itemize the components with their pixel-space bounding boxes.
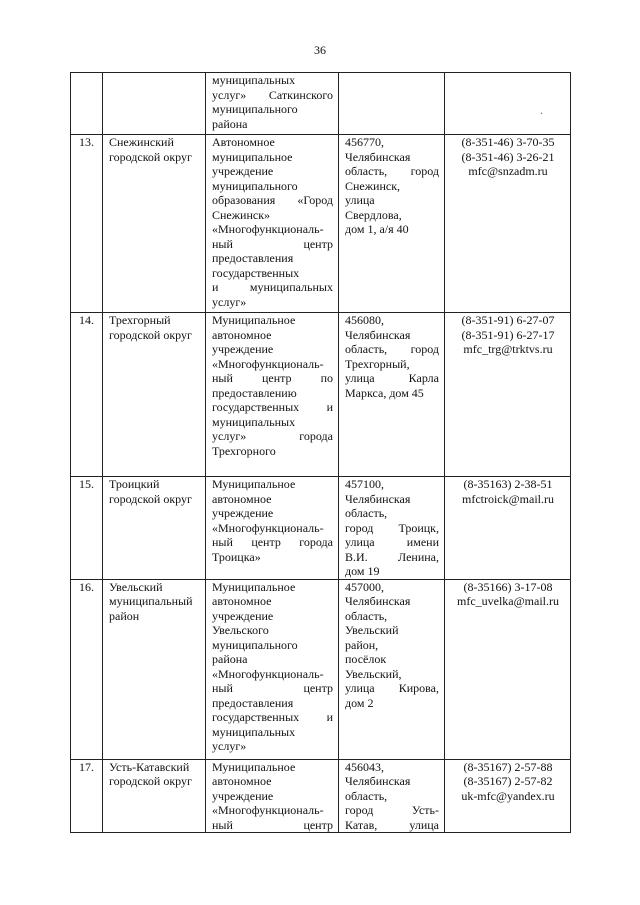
organization-name-line: учреждение <box>212 164 274 178</box>
organization-name-line: услуг» <box>212 739 247 753</box>
table-row <box>71 477 571 580</box>
address-line: Катав, улица <box>345 817 439 832</box>
municipality-name <box>103 135 206 313</box>
organization-name-line: Муниципальное <box>212 759 296 774</box>
municipality-name-line: городской округ <box>109 491 192 506</box>
contact-line: (8-35166) 3-17-08 <box>463 579 553 594</box>
table-row <box>71 759 571 833</box>
organization-name-line: района <box>212 116 248 131</box>
municipality-name-line: Увельский <box>109 579 163 594</box>
municipality-name <box>103 759 206 833</box>
contact-line: mfctroick@mail.ru <box>461 491 555 506</box>
organization-name-line: учреждение <box>212 788 274 803</box>
contact-line: (8-35167) 2-57-88 <box>463 759 553 774</box>
address-line: 456080, <box>345 313 384 327</box>
address-line: дом 2 <box>345 695 374 710</box>
municipality-name-line: район <box>109 608 140 623</box>
address-line: Челябинская <box>345 491 411 506</box>
organization-name-line: муниципальных <box>212 414 296 429</box>
organization-name-line: учреждение <box>212 342 274 356</box>
organization-name-line: Увельского <box>212 623 269 637</box>
organization-name-line: услуг» города <box>212 429 333 443</box>
organization-name-line: «Многофункциональ- <box>212 520 324 535</box>
contact-line: (8-351-91) 6-27-17 <box>461 327 555 342</box>
address-line: город Троицк, <box>345 520 439 535</box>
page-number: 36 <box>314 43 326 57</box>
address-line: улица Карла <box>345 371 439 385</box>
table-row <box>71 73 571 135</box>
organization-name-line: предоставления <box>212 695 294 710</box>
contact-line: (8-35167) 2-57-82 <box>463 774 553 788</box>
municipality-name <box>103 313 206 477</box>
address-line: Маркса, дом 45 <box>345 385 424 400</box>
organization-name <box>206 579 339 759</box>
contacts <box>445 73 571 135</box>
address-line: улица Кирова, <box>345 681 439 695</box>
address-line: область, <box>345 506 388 520</box>
address-line: область, <box>345 788 388 803</box>
address-line: Свердлова, <box>345 207 402 222</box>
address-line: Челябинская <box>345 327 411 342</box>
organization-name-line: Муниципальное <box>212 313 296 327</box>
organization-name-line: муниципальное <box>212 149 293 164</box>
address-line: 457000, <box>345 579 384 594</box>
organization-name-line: и муниципальных <box>212 280 333 294</box>
municipality-name-line: Трехгорный <box>109 313 171 327</box>
address-line: Снежинск, <box>345 178 401 193</box>
organization-name-line: государственных и <box>212 400 333 414</box>
organization-name-line: муниципального <box>212 102 298 116</box>
organization-name-line: муниципальных <box>212 724 296 739</box>
municipality-name <box>103 477 206 580</box>
municipality-name-line: Троицкий <box>109 477 160 491</box>
organization-name-line: автономное <box>212 491 272 506</box>
organization-name-line: муниципального <box>212 178 298 193</box>
address-line: область, город <box>345 342 439 356</box>
organization-name-line: государственных <box>212 265 300 280</box>
organization-name-line: ный центр <box>212 817 333 832</box>
row-number <box>71 73 103 135</box>
address-line: область, <box>345 608 388 623</box>
organization-name-line: Троицка» <box>212 549 261 564</box>
organization-name-line: Автономное <box>212 135 275 149</box>
organization-name-line: Снежинск» <box>212 207 271 222</box>
contact-line: uk-mfc@yandex.ru <box>461 788 555 803</box>
contacts <box>445 135 571 313</box>
address <box>339 477 445 580</box>
contacts <box>445 759 571 833</box>
organization-name-line: автономное <box>212 327 272 342</box>
table-row <box>71 313 571 477</box>
organization-name-line: муниципальных <box>212 73 296 87</box>
address-line: В.И. Ленина, <box>345 549 439 564</box>
municipality-name <box>103 579 206 759</box>
address-line: Челябинская <box>345 774 411 788</box>
organization-name <box>206 759 339 833</box>
organization-name-line: ный центр <box>212 681 333 695</box>
organization-name-line: автономное <box>212 774 272 788</box>
contacts <box>445 477 571 580</box>
contact-line: mfc_trg@trktvs.ru <box>463 342 553 356</box>
organization-name-line: предоставления <box>212 251 294 265</box>
row-number: 16. <box>71 579 103 759</box>
address-line: 456043, <box>345 759 384 774</box>
address <box>339 579 445 759</box>
organization-name-line: ный центр <box>212 236 333 251</box>
organization-name-line: муниципального <box>212 637 298 652</box>
address-line: Челябинская <box>345 149 411 164</box>
contact-line: mfc_uvelka@mail.ru <box>456 594 560 608</box>
address <box>339 73 445 135</box>
municipality-name-line: муниципальный <box>109 594 193 608</box>
organization-name-line: предоставлению <box>212 385 297 400</box>
address-line: город Усть- <box>345 803 439 817</box>
municipality-name <box>103 73 206 135</box>
address-line: район, <box>345 637 379 652</box>
address-line: 456770, <box>345 135 384 149</box>
organization-name-line: услуг» <box>212 294 247 309</box>
address-line: Челябинская <box>345 594 411 608</box>
organization-name-line: «Многофункциональ- <box>212 222 324 236</box>
row-number: 15. <box>71 477 103 580</box>
organization-name-line: ный центр города <box>212 535 333 549</box>
address-line: улица <box>345 193 375 207</box>
stray-dot-mark: . <box>540 103 543 117</box>
mfc-table <box>70 72 571 833</box>
organization-name-line: «Многофункциональ- <box>212 803 324 817</box>
organization-name-line: учреждение <box>212 608 274 623</box>
municipality-name-line: городской округ <box>109 774 192 788</box>
organization-name-line: района <box>212 652 248 666</box>
row-number: 17. <box>71 759 103 833</box>
municipality-name-line: городской округ <box>109 327 192 342</box>
organization-name <box>206 135 339 313</box>
table-row <box>71 579 571 759</box>
organization-name-line: Муниципальное <box>212 477 296 491</box>
organization-name-line: «Многофункциональ- <box>212 356 324 371</box>
organization-name-line: Муниципальное <box>212 579 296 594</box>
row-number: 14. <box>71 313 103 477</box>
address-line: улица имени <box>345 535 439 549</box>
address-line: дом 19 <box>345 564 380 578</box>
contact-line: (8-351-46) 3-70-35 <box>461 135 555 149</box>
organization-name-line: автономное <box>212 594 272 608</box>
organization-name-line: «Многофункциональ- <box>212 666 324 681</box>
municipality-name-line: городской округ <box>109 149 192 164</box>
row-number: 13. <box>71 135 103 313</box>
contact-line: (8-35163) 2-38-51 <box>463 477 553 491</box>
organization-name <box>206 477 339 580</box>
address-line: 457100, <box>345 477 384 491</box>
contact-line: (8-351-91) 6-27-07 <box>461 313 555 327</box>
organization-name-line: ный центр по <box>212 371 333 385</box>
contacts <box>445 579 571 759</box>
address-line: посёлок <box>345 652 387 666</box>
table-row <box>71 135 571 313</box>
address <box>339 759 445 833</box>
organization-name <box>206 73 339 135</box>
address <box>339 135 445 313</box>
organization-name-line: услуг» Саткинского <box>212 87 333 102</box>
municipality-name-line: Усть-Катавский <box>109 759 190 774</box>
organization-name-line: учреждение <box>212 506 274 520</box>
organization-name-line: государственных и <box>212 710 333 724</box>
contacts <box>445 313 571 477</box>
address-line: Трехгорный, <box>345 356 410 371</box>
municipality-name-line: Снежинский <box>109 135 174 149</box>
organization-name <box>206 313 339 477</box>
contact-line: (8-351-46) 3-26-21 <box>461 149 555 164</box>
contact-line: mfc@snzadm.ru <box>468 164 548 178</box>
address-line: дом 1, а/я 40 <box>345 222 409 236</box>
address <box>339 313 445 477</box>
organization-name-line: образования «Город <box>212 193 333 207</box>
address-line: область, город <box>345 164 439 178</box>
address-line: Увельский <box>345 623 399 637</box>
address-line: Увельский, <box>345 666 402 681</box>
organization-name-line: Трехгорного <box>212 443 276 458</box>
